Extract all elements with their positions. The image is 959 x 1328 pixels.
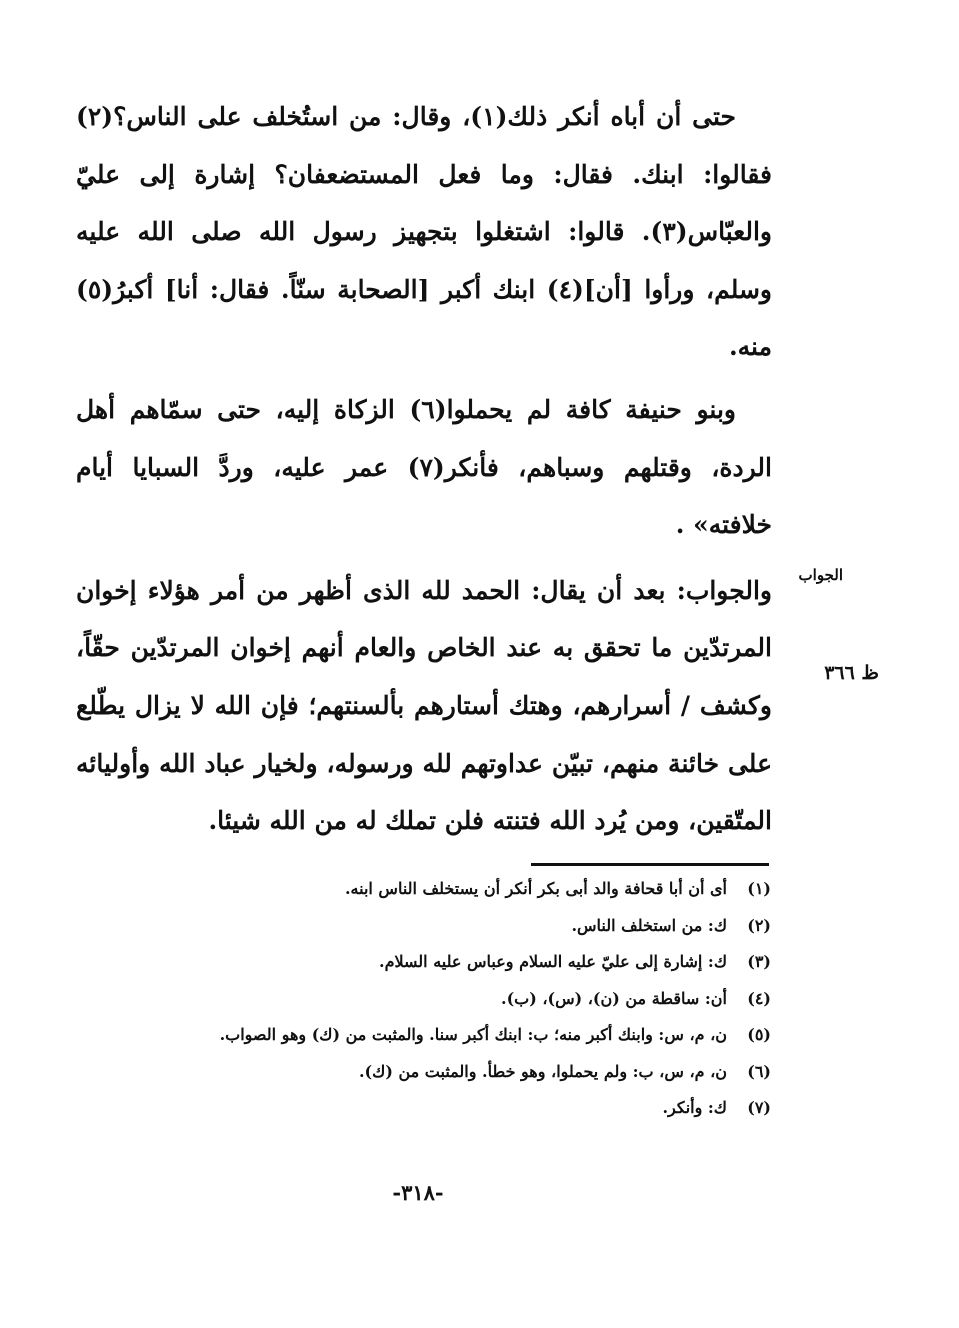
footnote-text: ك: من استخلف الناس. [571, 915, 727, 935]
page-number: -٣١٨- [392, 1180, 444, 1205]
footnote-5 [71, 1025, 771, 1062]
margin-answer-label: الجواب [798, 566, 843, 584]
footnote-number: (٥) [747, 1025, 771, 1044]
footnote-number: (٢) [747, 915, 771, 935]
paragraph-1 [76, 88, 772, 376]
main-text [76, 88, 772, 850]
paragraph-2-text: وبنو حنيفة كافة لم يحملوا(٦) الزكاة إليه، حتى سمّاهم أهل الردة، وقتلهم وسباهم، فأنكر(٧) عمر عليه، وردَّ السبايا أيام خلافته» . [76, 394, 772, 540]
footnote-number: (١) [747, 879, 771, 898]
footnote-text: أى أن أبا قحافة والد أبى بكر أنكر أن يستخلف الناس ابنه. [344, 879, 727, 898]
footnote-separator [531, 863, 769, 866]
footnote-number: (٣) [747, 952, 771, 971]
footnote-text: ن، م، س: وابنك أكبر منه؛ ب: ابنك أكبر سنا. والمثبت من (ك) وهو الصواب. [219, 1025, 727, 1044]
footnote-number: (٤) [747, 988, 771, 1008]
footnote-6 [71, 1062, 771, 1099]
footnote-text: ك: وأنكر. [662, 1098, 727, 1117]
footnote-number: (٧) [747, 1098, 771, 1117]
footnote-7 [71, 1098, 771, 1135]
paragraph-answer [76, 562, 772, 850]
margin-folio-marker: ظ ٣٦٦ [824, 662, 879, 684]
paragraph-2 [76, 381, 772, 554]
footnote-3 [71, 952, 771, 989]
footnote-1 [71, 879, 771, 916]
footnote-text: ك: إشارة إلى عليّ عليه السلام وعباس عليه السلام. [379, 952, 727, 971]
paragraph-answer-text: الحمد لله الذى أظهر من أمر هؤلاء إخوان المرتدّين ما تحقق به عند الخاص والعام أنهم إخوان المرتدّين حقّاً، وكشف / أسرارهم، وهتك أستارهم بألسنتهم؛ فإن الله لا يزال يطّلع على خائنة منهم، تبيّن عداوتهم لله ورسوله، ولخيار عباد الله وأوليائه المتّقين، ومن يُرد الله فتنته فلن تملك له من الله شيئا. [76, 575, 772, 836]
footnote-number: (٦) [747, 1061, 771, 1081]
footnote-text: أن: ساقطة من (ن)، (س)، (ب). [501, 988, 727, 1008]
footnote-2 [71, 916, 771, 953]
footnote-text: ن، م، س، ب: ولم يحملوا، وهو خطأ. والمثبت من (ك). [358, 1061, 727, 1081]
footnote-4 [71, 989, 771, 1026]
answer-keyword: والجواب: بعد أن يقال: [531, 575, 772, 605]
paragraph-1-text: حتى أن أباه أنكر ذلك(١)، وقال: من استُخلف على الناس؟(٢) فقالوا: ابنك. فقال: وما فعل المستضعفان؟ إشارة إلى عليّ والعبّاس(٣). قالوا: اشتغلوا بتجهيز رسول الله صلى الله عليه وسلم، ورأوا [أن](٤) ابنك أكبر [الصحابة سنّاً. فقال: أنا] أكبرُ(٥) منه. [76, 102, 773, 362]
footnotes-list [71, 879, 771, 1135]
